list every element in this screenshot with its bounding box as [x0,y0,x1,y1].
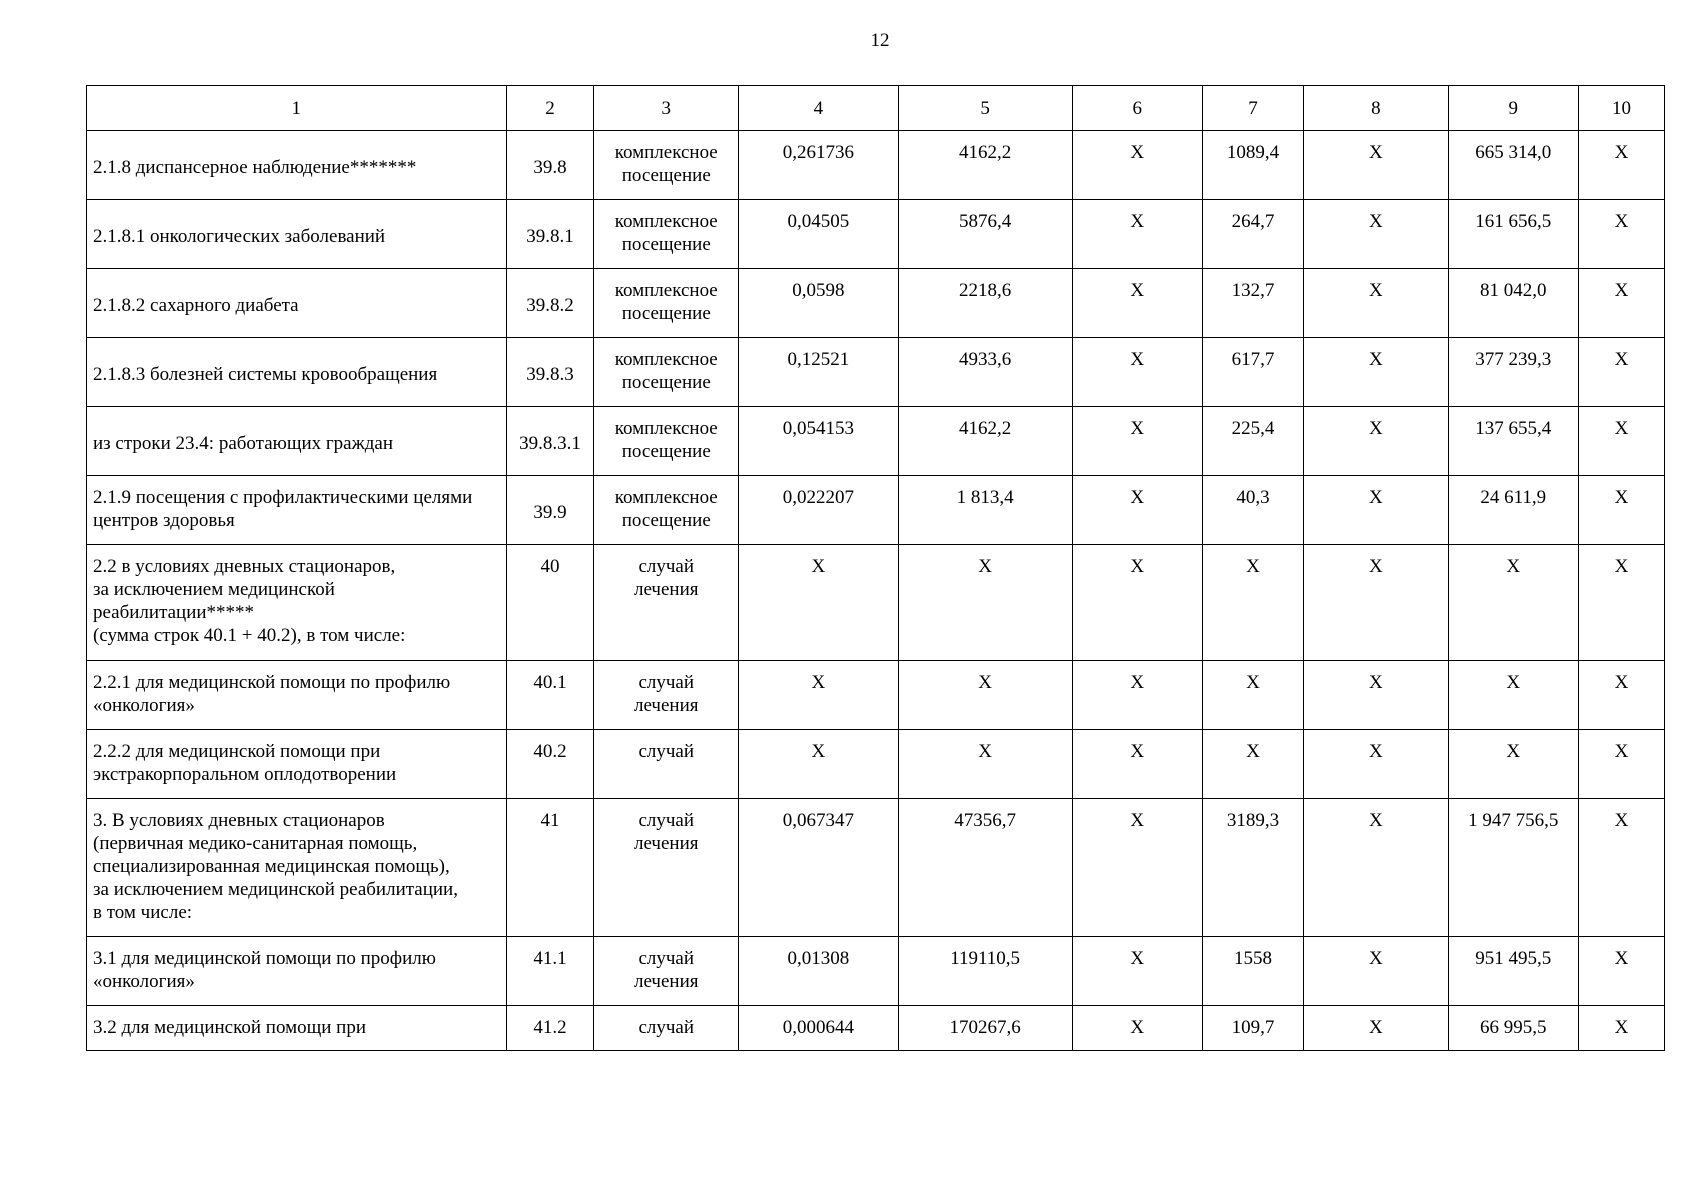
cell-col-7: 132,7 [1202,269,1303,338]
row-code: 40.2 [506,730,594,799]
cell-col-6: X [1072,937,1202,1006]
cell-col-4: X [739,730,899,799]
table-row [87,661,1665,730]
cell-col-6: X [1072,661,1202,730]
cell-col-6: X [1072,799,1202,937]
cell-col-5: 1 813,4 [898,476,1072,545]
cell-col-9: 66 995,5 [1448,1006,1578,1051]
cell-col-6: X [1072,338,1202,407]
table-row [87,200,1665,269]
cell-col-4: 0,01308 [739,937,899,1006]
cell-col-5: X [898,661,1072,730]
cell-col-10: X [1578,937,1664,1006]
row-label: 2.1.8.3 болезней системы кровообращения [87,338,507,407]
cell-col-9: 24 611,9 [1448,476,1578,545]
cell-col-9: 81 042,0 [1448,269,1578,338]
column-header-9: 9 [1448,86,1578,131]
row-label: 2.2.1 для медицинской помощи по профилю «онкология» [87,661,507,730]
column-header-5: 5 [898,86,1072,131]
cell-col-5: 119110,5 [898,937,1072,1006]
row-label: 3.1 для медицинской помощи по профилю «онкология» [87,937,507,1006]
row-code: 39.8.3.1 [506,407,594,476]
cell-col-8: X [1304,131,1449,200]
cell-col-9: 161 656,5 [1448,200,1578,269]
cell-col-8: X [1304,338,1449,407]
row-label: 2.2.2 для медицинской помощи при экстракорпоральном оплодотворении [87,730,507,799]
cell-col-7: 40,3 [1202,476,1303,545]
table-row [87,799,1665,937]
cell-col-5: 47356,7 [898,799,1072,937]
cell-col-6: X [1072,269,1202,338]
cell-col-9: X [1448,545,1578,661]
row-code: 39.8 [506,131,594,200]
column-header-1: 1 [87,86,507,131]
cell-col-5: 170267,6 [898,1006,1072,1051]
row-code: 39.8.1 [506,200,594,269]
cell-col-4: 0,022207 [739,476,899,545]
cell-col-7: X [1202,545,1303,661]
row-unit: случай лечения [594,545,739,661]
row-code: 40.1 [506,661,594,730]
row-label: 3. В условиях дневных стационаров (первичная медико-санитарная помощь, специализированная медицинская помощь), за исключением медицинской реабилитации, в том числе: [87,799,507,937]
row-code: 39.9 [506,476,594,545]
cell-col-5: X [898,730,1072,799]
table-row [87,476,1665,545]
cell-col-7: 225,4 [1202,407,1303,476]
table-row [87,338,1665,407]
table-row [87,730,1665,799]
row-unit: случай лечения [594,937,739,1006]
cell-col-10: X [1578,661,1664,730]
cell-col-10: X [1578,338,1664,407]
row-code: 41 [506,799,594,937]
cell-col-4: X [739,661,899,730]
cell-col-6: X [1072,200,1202,269]
cell-col-10: X [1578,200,1664,269]
column-header-10: 10 [1578,86,1664,131]
cell-col-8: X [1304,661,1449,730]
cell-col-9: 377 239,3 [1448,338,1578,407]
cell-col-10: X [1578,730,1664,799]
cell-col-10: X [1578,131,1664,200]
column-header-2: 2 [506,86,594,131]
cell-col-10: X [1578,1006,1664,1051]
row-label: 2.1.8.1 онкологических заболеваний [87,200,507,269]
cell-col-4: 0,12521 [739,338,899,407]
row-unit: комплексное посещение [594,269,739,338]
cell-col-7: 1089,4 [1202,131,1303,200]
row-unit: комплексное посещение [594,200,739,269]
cell-col-5: 4162,2 [898,407,1072,476]
cell-col-4: 0,0598 [739,269,899,338]
table-row [87,407,1665,476]
row-code: 41.1 [506,937,594,1006]
cell-col-4: 0,067347 [739,799,899,937]
row-label: 2.1.8.2 сахарного диабета [87,269,507,338]
cell-col-9: X [1448,661,1578,730]
cell-col-4: 0,04505 [739,200,899,269]
row-code: 41.2 [506,1006,594,1051]
row-unit: комплексное посещение [594,476,739,545]
column-header-6: 6 [1072,86,1202,131]
row-label: из строки 23.4: работающих граждан [87,407,507,476]
cell-col-9: X [1448,730,1578,799]
table-row [87,937,1665,1006]
row-unit: случай [594,730,739,799]
cell-col-7: 264,7 [1202,200,1303,269]
row-unit: комплексное посещение [594,338,739,407]
data-table [86,85,1665,1051]
cell-col-7: 617,7 [1202,338,1303,407]
row-code: 39.8.3 [506,338,594,407]
row-code: 39.8.2 [506,269,594,338]
cell-col-10: X [1578,476,1664,545]
table-row [87,269,1665,338]
row-unit: случай лечения [594,799,739,937]
row-label: 3.2 для медицинской помощи при [87,1006,507,1051]
table-row [87,131,1665,200]
cell-col-5: 5876,4 [898,200,1072,269]
cell-col-6: X [1072,1006,1202,1051]
cell-col-7: X [1202,730,1303,799]
cell-col-8: X [1304,407,1449,476]
cell-col-9: 137 655,4 [1448,407,1578,476]
header-row [87,86,1665,131]
cell-col-10: X [1578,545,1664,661]
cell-col-7: 1558 [1202,937,1303,1006]
row-label: 2.2 в условиях дневных стационаров, за исключением медицинской реабилитации***** (сумма строк 40.1 + 40.2), в том числе: [87,545,507,661]
cell-col-7: 109,7 [1202,1006,1303,1051]
table-row [87,545,1665,661]
cell-col-10: X [1578,269,1664,338]
cell-col-8: X [1304,937,1449,1006]
cell-col-8: X [1304,1006,1449,1051]
row-unit: случай лечения [594,661,739,730]
cell-col-9: 665 314,0 [1448,131,1578,200]
cell-col-5: 4162,2 [898,131,1072,200]
column-header-7: 7 [1202,86,1303,131]
row-unit: комплексное посещение [594,131,739,200]
cell-col-8: X [1304,730,1449,799]
column-header-8: 8 [1304,86,1449,131]
cell-col-10: X [1578,407,1664,476]
cell-col-6: X [1072,476,1202,545]
row-label: 2.1.8 диспансерное наблюдение******* [87,131,507,200]
row-label: 2.1.9 посещения с профилактическими целями центров здоровья [87,476,507,545]
cell-col-5: 4933,6 [898,338,1072,407]
cell-col-7: X [1202,661,1303,730]
cell-col-8: X [1304,545,1449,661]
row-code: 40 [506,545,594,661]
cell-col-4: 0,054153 [739,407,899,476]
cell-col-6: X [1072,545,1202,661]
cell-col-9: 1 947 756,5 [1448,799,1578,937]
cell-col-4: X [739,545,899,661]
cell-col-8: X [1304,200,1449,269]
cell-col-4: 0,261736 [739,131,899,200]
cell-col-5: 2218,6 [898,269,1072,338]
row-unit: случай [594,1006,739,1051]
cell-col-7: 3189,3 [1202,799,1303,937]
cell-col-6: X [1072,730,1202,799]
cell-col-8: X [1304,269,1449,338]
row-unit: комплексное посещение [594,407,739,476]
cell-col-6: X [1072,131,1202,200]
page-number: 12 [870,30,890,51]
cell-col-6: X [1072,407,1202,476]
cell-col-5: X [898,545,1072,661]
cell-col-8: X [1304,799,1449,937]
cell-col-4: 0,000644 [739,1006,899,1051]
cell-col-10: X [1578,799,1664,937]
cell-col-8: X [1304,476,1449,545]
column-header-3: 3 [594,86,739,131]
cell-col-9: 951 495,5 [1448,937,1578,1006]
column-header-4: 4 [739,86,899,131]
table-row [87,1006,1665,1051]
